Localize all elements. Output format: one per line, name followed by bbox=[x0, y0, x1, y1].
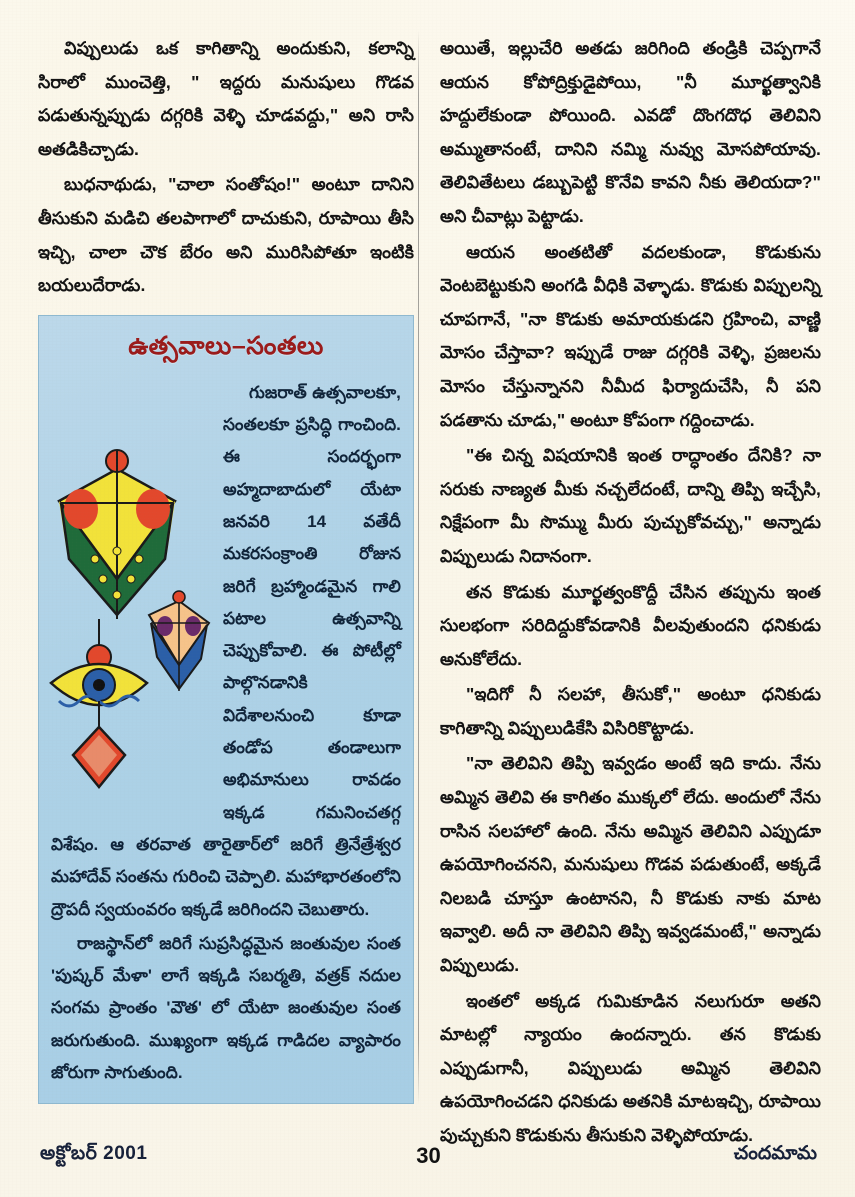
page-columns bbox=[38, 32, 821, 1145]
paragraph: బుధనాథుడు, "చాలా సంతోషం!" అంటూ దానిని తీసుకుని మడిచి తలపాగాలో దాచుకుని, రూపాయి తీసి ఇచ్చి, చాలా చౌక బేరం అని మురిసిపోతూ ఇంటికి బయలుదేరాడు. bbox=[38, 174, 414, 296]
paragraph: అయితే, ఇల్లుచేరి అతడు జరిగింది తండ్రికి చెప్పగానే ఆయన కోపోద్రిక్తుడైపోయి, "నీ మూర్ఖత్వానికి హద్దులేకుండా పోయింది. ఎవడో దొంగదొధ తెలివిని అమ్ముతానంటే, దానిని నమ్మి నువ్వు మోసపోయావు. తెలివితేటలు డబ్బుపెట్టి కొనేవి కావని నీకు తెలియదా?" అని చీవాట్లు పెట్టాడు. bbox=[440, 38, 821, 226]
issue-date: అక్టోబర్ 2001 bbox=[40, 1143, 148, 1164]
paragraph: ఆయన అంతటితో వదలకుండా, కొడుకును వెంటబెట్టుకుని అంగడి వీధికి వెళ్ళాడు. కొడుకు విప్పులన్ని చూపగానే, "నా కొడుకు అమాయకుడని గ్రహించి, వాణ్ణి మోసం చేస్తావా? ఇప్పుడే రాజు దగ్గరికి వెళ్ళి, ప్రజలను మోసం చేస్తున్నానని నీమీద ఫిర్యాదుచేసి, నీ పని పడతాను చూడు," అంటూ కోపంగా గద్దించాడు. bbox=[440, 241, 821, 430]
left-column bbox=[38, 32, 414, 1125]
paragraph: రాజస్థాన్‌లో జరిగే సుప్రసిద్ధమైన జంతువుల సంత 'పుష్కర్ మేళా' లాగే ఇక్కడి సబర్మతి, వత్రక్ నదుల సంగమ ప్రాంతం 'వౌత' లో యేటా జంతువుల సంత జరుగుతుంది. ముఖ్యంగా ఇక్కడ గాడిదల వ్యాపారం జోరుగా సాగుతుంది. bbox=[51, 933, 401, 1082]
paragraph: "నా తెలివిని తిప్పి ఇవ్వడం అంటే ఇది కాదు. నేను అమ్మిన తెలివి ఈ కాగితం ముక్కలో లేదు. అందులో నేను రాసిన సలహాలో ఉంది. నేను అమ్మిన తెలివిని ఎప్పుడూ ఉపయోగించనని, మనుషులు గొడవ పడుతుంటే, అక్కడే నిలబడి చూస్తూ ఉంటానని, నీ కొడుకు నాకు మాట ఇవ్వాలి. అదీ నా తెలివిని తిప్పి ఇవ్వడమంటే," అన్నాడు విప్పులుడు. bbox=[440, 753, 821, 976]
eye-kite bbox=[51, 619, 147, 787]
paragraph: ఇంతలో అక్కడ గుమికూడిన నలుగురూ అతని మాటల్లో న్యాయం ఉందన్నారు. తన కొడుకు ఎప్పుడుగానీ, విప్పులుడు అమ్మిన తెలివిని ఉపయోగించడని ధనికుడు అతనికి మాటఇచ్చి, రూపాయి పుచ్చుకుని కొడుకును తీసుకుని వెళ్ళిపోయాడు. bbox=[440, 990, 821, 1145]
large-kite bbox=[59, 450, 175, 619]
kites-illustration bbox=[45, 383, 213, 813]
page-number: 30 bbox=[416, 1143, 441, 1168]
paragraph: గుజరాత్ ఉత్సవాలకూ, సంతలకూ ప్రసిద్ధి గాంచింది. ఈ సందర్భంగా అహ్మదాబాదులో యేటా జనవరి 14 వతేదీ మకరసంక్రాంతి రోజున జరిగే బ్రహ్మాండమైన గాలి పటాల ఉత్సవాన్ని చెప్పుకోవాలి. ఈ పోటీల్లో పాల్గొనడానికి విదేశాలనుంచి కూడా తండోప తండాలుగా అభిమానులు రావడం ఇక్కడ గమనించతగ్గ విశేషం. ఆ తరవాత తారైతార్‌లో జరిగే త్రినేత్రేశ్వర మహాదేవ్ సంతను గురించి చెప్పాలి. మహాభారతంలోని ద్రౌపదీ స్వయంవరం ఇక్కడే జరిగిందని చెబుతారు. bbox=[51, 382, 401, 919]
paragraph: విప్పులుడు ఒక కాగితాన్ని అందుకుని, కలాన్ని సిరాలో ముంచెత్తి, " ఇద్దరు మనుషులు గొడవ పడుతున్నప్పుడు దగ్గరికి వెళ్ళి చూడవద్దు," అని రాసి అతడికిచ్చాడు. bbox=[38, 38, 414, 159]
kites-svg bbox=[45, 383, 213, 813]
column-divider bbox=[418, 30, 419, 1105]
page-footer bbox=[40, 1139, 817, 1173]
right-column bbox=[440, 32, 821, 1145]
paragraph: "ఇదిగో నీ సలహా, తీసుకో," అంటూ ధనికుడు కాగితాన్ని విప్పులుడికేసి విసిరికొట్టాడు. bbox=[440, 684, 821, 738]
paragraph: తన కొడుకు మూర్ఖత్వంకొద్దీ చేసిన తప్పును ఇంత సులభంగా సరిదిద్దుకోవడానికి వీలవుతుందని ధనికుడు అనుకోలేదు. bbox=[440, 581, 821, 669]
paragraph: "ఈ చిన్న విషయానికి ఇంత రాద్ధాంతం దేనికి? నా సరుకు నాణ్యత మీకు నచ్చలేదంటే, దాన్ని తిప్పి ఇచ్చేసి, నిక్షేపంగా మీ సొమ్ము మీరు పుచ్చుకోవచ్చు," అన్నాడు విప్పులుడు నిదానంగా. bbox=[440, 445, 821, 566]
small-kite bbox=[149, 591, 209, 691]
magazine-name: చందమామ bbox=[733, 1143, 817, 1164]
feature-title: ఉత్సవాలు–సంతలు bbox=[128, 331, 324, 360]
feature-box bbox=[38, 315, 414, 1105]
